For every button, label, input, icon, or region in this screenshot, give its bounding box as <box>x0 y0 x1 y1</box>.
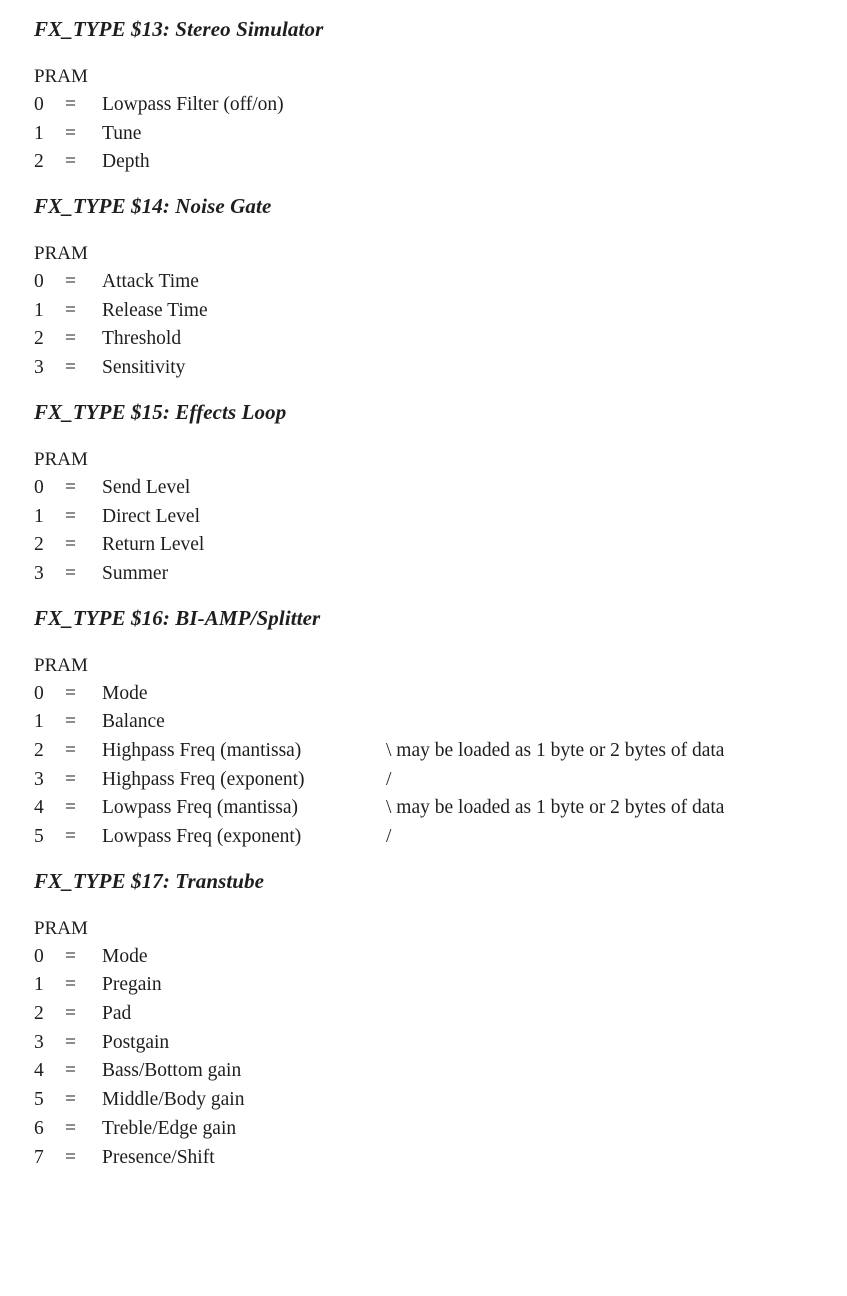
fx-section-stereo-simulator <box>34 14 834 177</box>
section-heading: FX_TYPE $16: BI-AMP/Splitter <box>34 605 321 630</box>
param-name: Attack Time <box>102 271 199 293</box>
equals-sign: = <box>65 739 76 761</box>
param-name: Lowpass Freq (exponent) <box>102 826 302 847</box>
param-row <box>34 1144 834 1173</box>
param-index: 0 <box>34 476 44 498</box>
param-index: 1 <box>34 505 44 527</box>
param-name: Summer <box>102 562 169 584</box>
param-name: Balance <box>102 711 165 733</box>
param-row <box>34 737 834 766</box>
param-index: 3 <box>34 768 44 790</box>
pram-label: PRAM <box>34 243 88 265</box>
equals-sign: = <box>65 562 76 584</box>
param-row <box>34 268 834 297</box>
equals-sign: = <box>65 1060 76 1082</box>
equals-sign: = <box>65 711 76 733</box>
fx-section-bi-amp-splitter <box>34 603 834 852</box>
param-name: Pregain <box>102 974 162 996</box>
param-index: 3 <box>34 357 44 379</box>
param-name: Release Time <box>102 299 208 321</box>
param-index: 5 <box>34 1089 44 1111</box>
equals-sign: = <box>65 1146 76 1168</box>
param-row <box>34 297 834 326</box>
equals-sign: = <box>65 974 76 996</box>
fx-section-effects-loop <box>34 397 834 589</box>
pram-label: PRAM <box>34 654 88 676</box>
param-name: Sensitivity <box>102 357 186 379</box>
section-gap <box>34 177 834 191</box>
param-name: Mode <box>102 682 148 704</box>
param-index: 0 <box>34 945 44 967</box>
param-name: Treble/Edge gain <box>102 1117 237 1139</box>
param-index: 3 <box>34 1031 44 1053</box>
param-index: 6 <box>34 1117 44 1139</box>
equals-sign: = <box>65 682 76 704</box>
param-name: Depth <box>102 151 150 173</box>
param-name: Highpass Freq (mantissa) <box>102 739 302 761</box>
param-row <box>34 708 834 737</box>
param-row <box>34 1115 834 1144</box>
param-index: 1 <box>34 299 44 321</box>
param-name: Return Level <box>102 534 205 556</box>
param-name: Lowpass Freq (mantissa) <box>102 797 299 819</box>
section-gap <box>34 589 834 603</box>
equals-sign: = <box>65 826 76 847</box>
param-row <box>34 1029 834 1058</box>
param-name: Middle/Body gain <box>102 1089 245 1111</box>
equals-sign: = <box>65 94 76 115</box>
param-row <box>34 943 834 972</box>
equals-sign: = <box>65 271 76 293</box>
param-row <box>34 148 834 177</box>
param-name: Lowpass Filter (off/on) <box>102 94 284 115</box>
param-row <box>34 1086 834 1115</box>
param-note: \ may be loaded as 1 byte or 2 bytes of data <box>386 797 725 819</box>
param-index: 2 <box>34 328 44 350</box>
param-row <box>34 680 834 709</box>
equals-sign: = <box>65 1117 76 1139</box>
equals-sign: = <box>65 1031 76 1053</box>
param-index: 5 <box>34 826 44 847</box>
equals-sign: = <box>65 328 76 350</box>
param-note: / <box>386 768 392 790</box>
param-index: 0 <box>34 682 44 704</box>
equals-sign: = <box>65 476 76 498</box>
param-index: 0 <box>34 271 44 293</box>
param-name: Postgain <box>102 1031 170 1053</box>
param-row <box>34 794 834 823</box>
param-index: 2 <box>34 739 44 761</box>
param-index: 1 <box>34 711 44 733</box>
param-name: Direct Level <box>102 505 200 527</box>
section-gap <box>34 852 834 866</box>
param-row <box>34 91 834 120</box>
param-index: 7 <box>34 1146 44 1168</box>
param-row <box>34 823 834 852</box>
equals-sign: = <box>65 797 76 819</box>
equals-sign: = <box>65 1089 76 1111</box>
param-row <box>34 531 834 560</box>
param-index: 1 <box>34 974 44 996</box>
pram-label: PRAM <box>34 448 88 470</box>
equals-sign: = <box>65 357 76 379</box>
param-name: Pad <box>102 1003 132 1025</box>
param-row <box>34 1057 834 1086</box>
equals-sign: = <box>65 505 76 527</box>
equals-sign: = <box>65 122 76 144</box>
param-row <box>34 766 834 795</box>
param-row <box>34 120 834 149</box>
param-name: Highpass Freq (exponent) <box>102 768 305 790</box>
param-row <box>34 1000 834 1029</box>
param-index: 2 <box>34 534 44 556</box>
param-name: Send Level <box>102 476 191 498</box>
document-page <box>34 14 834 1172</box>
param-row <box>34 325 834 354</box>
section-heading: FX_TYPE $15: Effects Loop <box>34 399 287 424</box>
param-index: 2 <box>34 1003 44 1025</box>
equals-sign: = <box>65 945 76 967</box>
pram-label: PRAM <box>34 66 88 87</box>
equals-sign: = <box>65 768 76 790</box>
param-note: \ may be loaded as 1 byte or 2 bytes of data <box>386 739 725 761</box>
param-row <box>34 503 834 532</box>
param-row <box>34 474 834 503</box>
param-name: Presence/Shift <box>102 1146 215 1168</box>
fx-section-transtube <box>34 866 834 1173</box>
equals-sign: = <box>65 534 76 556</box>
section-gap <box>34 383 834 397</box>
param-index: 3 <box>34 562 44 584</box>
param-name: Threshold <box>102 328 182 350</box>
equals-sign: = <box>65 299 76 321</box>
section-heading: FX_TYPE $17: Transtube <box>34 868 265 893</box>
param-index: 4 <box>34 1060 44 1082</box>
section-heading: FX_TYPE $13: Stereo Simulator <box>34 17 324 41</box>
param-name: Mode <box>102 945 148 967</box>
param-name: Tune <box>102 122 142 144</box>
fx-section-noise-gate <box>34 191 834 383</box>
param-row <box>34 971 834 1000</box>
param-row <box>34 354 834 383</box>
param-index: 1 <box>34 122 44 144</box>
param-index: 0 <box>34 94 44 115</box>
param-note: / <box>386 826 392 847</box>
param-row <box>34 560 834 589</box>
equals-sign: = <box>65 151 76 173</box>
equals-sign: = <box>65 1003 76 1025</box>
pram-label: PRAM <box>34 917 88 939</box>
param-index: 2 <box>34 151 44 173</box>
param-index: 4 <box>34 797 44 819</box>
param-name: Bass/Bottom gain <box>102 1060 242 1082</box>
section-heading: FX_TYPE $14: Noise Gate <box>34 194 272 219</box>
